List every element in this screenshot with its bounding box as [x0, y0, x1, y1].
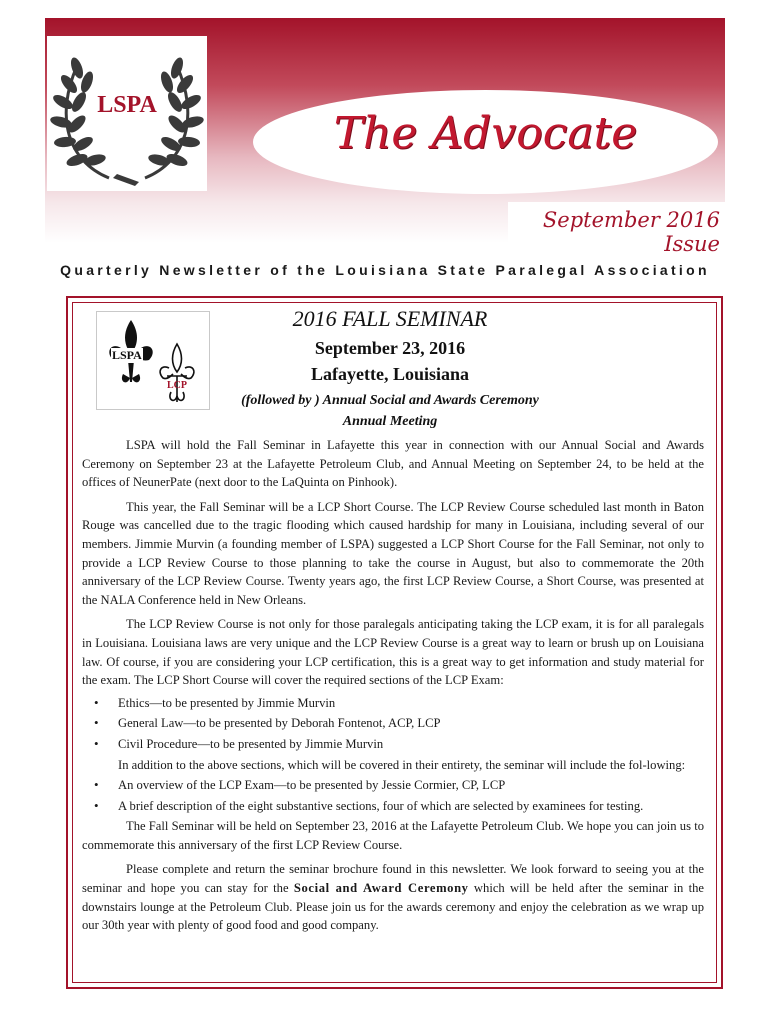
- newsletter-title: The Advocate: [333, 108, 638, 159]
- extra-list: [82, 776, 704, 815]
- paragraph: [82, 860, 704, 934]
- seal-lspa-label: LSPA: [112, 348, 142, 362]
- list-item: • An overview of the LCP Exam—to be presented by Jessie Cormier, CP, LCP: [118, 776, 704, 795]
- emphasized-text: Social and Award Ceremony: [293, 881, 469, 896]
- paragraph-text: which will be held after the seminar in the downstairs lounge at the Petroleum Club. Please join us for the awards ceremony and enjoy the celebration as we wrap up our 30th year with plenty of good food and good company.: [82, 881, 705, 933]
- article-body: [82, 436, 704, 941]
- paragraph: LSPA will hold the Fall Seminar in Lafayette this year in connection with our Annual Social and Awards Ceremony on September 23 at the Lafayette Petroleum Club, and Annual Meeting on September 24, to be held at the offices of NeunerPate (next door to the LaQuinta on Pinhook).: [82, 438, 704, 490]
- seminar-meeting: Annual Meeting: [342, 414, 438, 429]
- list-item: • General Law—to be presented by Deborah Fontenot, ACP, LCP: [118, 714, 704, 733]
- list-item: • Civil Procedure—to be presented by Jimmie Murvin: [118, 735, 704, 754]
- list-item: • A brief description of the eight substantive sections, four of which are selected by examinees for testing.: [118, 797, 704, 816]
- paragraph: The Fall Seminar will be held on September 23, 2016 at the Lafayette Petroleum Club. We hope you can join us to commemorate this anniversary of the first LCP Review Course.: [82, 819, 704, 852]
- newsletter-subtitle: Quarterly Newsletter of the Louisiana State Paralegal Association: [60, 262, 710, 278]
- lspa-logo: [47, 36, 207, 191]
- course-list: [82, 694, 704, 754]
- paragraph: The LCP Review Course is not only for those paralegals anticipating taking the LCP exam, it is for all paralegals in Louisiana. Louisiana laws are very unique and the LCP Review Course is a great way to learn or brush up on Louisiana law. Of course, if you are considering your LCP certification, this is a great way to get information and study material for the exam. The LCP Short Course will cover the required sections of the LCP Exam:: [82, 617, 704, 688]
- paragraph-text: Please complete and return the seminar brochure found in this newsletter. We look forward to seeing you at the seminar and hope you can stay for the: [82, 862, 704, 896]
- seminar-followed-by: (followed by ) Annual Social and Awards Ceremony: [241, 393, 539, 408]
- seminar-date: September 23, 2016: [314, 338, 466, 358]
- seminar-heading: 2016 FALL SEMINAR: [292, 306, 488, 331]
- seal-lcp-label: LCP: [167, 380, 187, 391]
- seminar-seal: [96, 311, 210, 410]
- issue-label: September 2016 Issue: [542, 208, 720, 256]
- seminar-location: Lafayette, Louisiana: [310, 364, 469, 384]
- list-note: In addition to the above sections, which will be covered in their entirety, the seminar will include the fol-lowing:: [118, 757, 686, 772]
- list-item: • Ethics—to be presented by Jimmie Murvin: [118, 694, 704, 713]
- logo-text: LSPA: [97, 92, 157, 118]
- paragraph: This year, the Fall Seminar will be a LCP Short Course. The LCP Review Course scheduled last month in Baton Rouge was cancelled due to the tragic flooding which caused hardship for many in Louisiana, including several of our members. Jimmie Murvin (a founding member of LSPA) suggested a LCP Short Course for the Fall Seminar, not only to provide a LCP Review Course to those planning to take the course in August, but also to commemorate the 20th anniversary of the LCP Review Course. Twenty years ago, the first LCP Review Course, a Short Course, was presented at the NALA Conference held in New Orleans.: [82, 499, 704, 607]
